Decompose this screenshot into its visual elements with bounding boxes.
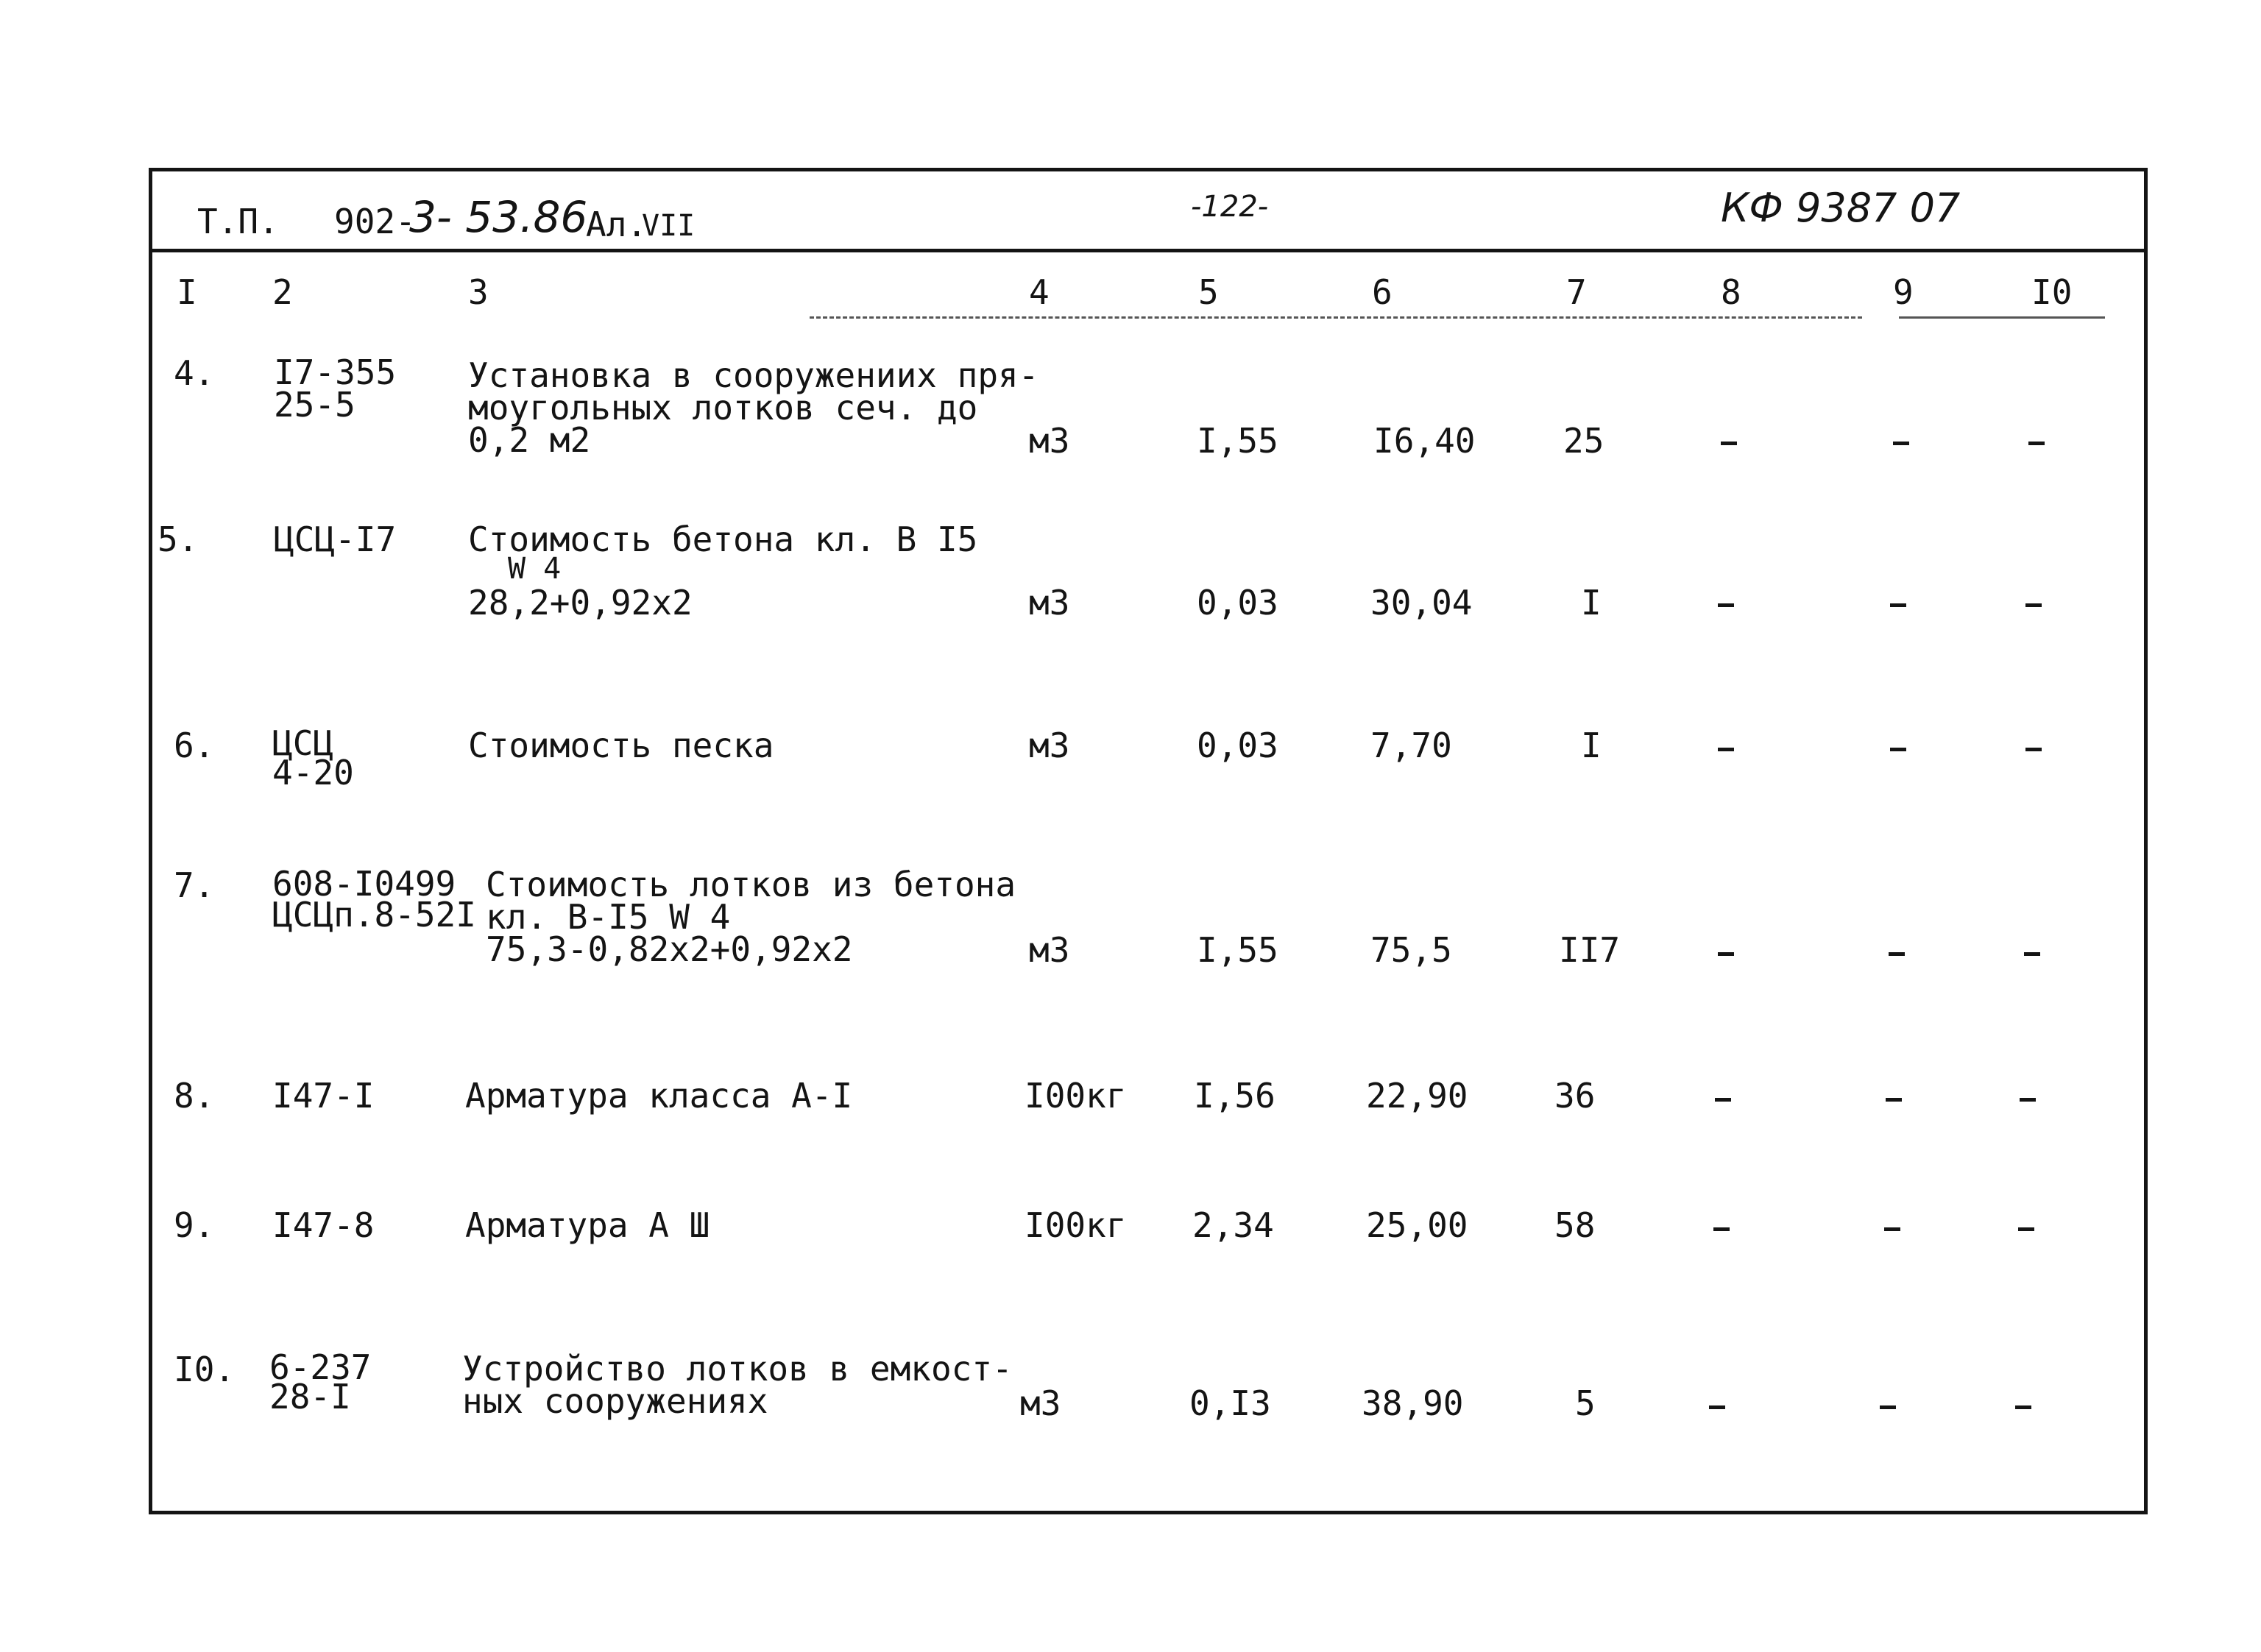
col-header-2: 2 bbox=[272, 272, 293, 312]
col-header-1: I bbox=[177, 272, 197, 312]
row-6-total: I bbox=[1581, 726, 1602, 765]
row-8-quantity: I,56 bbox=[1194, 1076, 1275, 1116]
row-6-description: Стоимость песка bbox=[468, 726, 774, 765]
row-7-code: 608-I0499 ЦСЦп.8-52I bbox=[272, 864, 476, 935]
row-9-code: I47-8 bbox=[272, 1205, 375, 1245]
row-5-price: 30,04 bbox=[1370, 583, 1473, 623]
row-5-quantity: 0,03 bbox=[1197, 583, 1278, 623]
col-header-8: 8 bbox=[1721, 272, 1741, 312]
row-6-code: ЦСЦ 4-20 bbox=[272, 723, 354, 793]
row-4-total: 25 bbox=[1563, 421, 1604, 461]
row-6-col9-dash bbox=[1890, 748, 1906, 751]
row-5-code: ЦСЦ-I7 bbox=[274, 520, 397, 559]
col-header-9: 9 bbox=[1893, 272, 1914, 312]
col-header-3: 3 bbox=[468, 272, 489, 312]
row-8-col8-dash bbox=[1715, 1098, 1731, 1102]
row-10-description: Устройство лотков в емкост- ных сооружениях bbox=[462, 1349, 1013, 1421]
project-code-handwritten: 3- 53.86 bbox=[409, 192, 588, 242]
row-4-number: 4. bbox=[174, 353, 215, 393]
row-10-code: 6-237 28-I bbox=[269, 1347, 372, 1417]
column-header-rule bbox=[810, 316, 1862, 319]
row-8-price: 22,90 bbox=[1366, 1076, 1468, 1116]
row-6-col8-dash bbox=[1718, 748, 1734, 751]
row-7-col9-dash bbox=[1889, 952, 1905, 956]
column-header-rule-right bbox=[1899, 316, 2105, 319]
row-10-number: I0. bbox=[174, 1350, 236, 1389]
row-9-unit: I00кг bbox=[1025, 1205, 1127, 1245]
col-header-4: 4 bbox=[1029, 272, 1050, 312]
row-8-code: I47-I bbox=[272, 1076, 375, 1116]
album-label: Ал. bbox=[586, 205, 648, 244]
row-7-quantity: I,55 bbox=[1197, 930, 1278, 970]
row-4-quantity: I,55 bbox=[1197, 421, 1278, 461]
row-5-col10-dash bbox=[2025, 603, 2042, 607]
row-6-price: 7,70 bbox=[1370, 726, 1452, 765]
col-header-7: 7 bbox=[1566, 272, 1587, 312]
row-7-price: 75,5 bbox=[1370, 930, 1452, 970]
row-8-col10-dash bbox=[2020, 1098, 2036, 1102]
row-6-number: 6. bbox=[174, 726, 215, 765]
row-5-unit: м3 bbox=[1029, 583, 1070, 623]
row-4-price: I6,40 bbox=[1373, 421, 1476, 461]
page-number: -122- bbox=[1191, 190, 1269, 224]
row-7-col10-dash bbox=[2024, 952, 2040, 956]
row-10-quantity: 0,I3 bbox=[1189, 1383, 1271, 1423]
row-6-col10-dash bbox=[2025, 748, 2042, 751]
row-9-description: Арматура А Ш bbox=[465, 1205, 710, 1245]
row-6-quantity: 0,03 bbox=[1197, 726, 1278, 765]
row-8-number: 8. bbox=[174, 1076, 215, 1116]
row-9-col10-dash bbox=[2018, 1227, 2034, 1231]
row-7-total: II7 bbox=[1559, 930, 1621, 970]
row-7-unit: м3 bbox=[1029, 930, 1070, 970]
project-code-prefix: 902- bbox=[334, 202, 416, 241]
row-9-number: 9. bbox=[174, 1205, 215, 1245]
row-7-description: Стоимость лотков из бетона кл. В-I5 W 4 75,3-0,82х2+0,92х2 bbox=[486, 865, 1016, 969]
row-4-col8-dash bbox=[1721, 442, 1737, 445]
row-4-description: Установка в сооружениих пря- моугольных лотков сеч. до 0,2 м2 bbox=[468, 355, 1039, 460]
album-number: VII bbox=[642, 209, 696, 243]
col-header-10: I0 bbox=[2031, 272, 2073, 312]
document-reference: КФ 9387 07 bbox=[1721, 185, 1961, 231]
row-5-description-line2: W 4 bbox=[508, 552, 562, 586]
row-7-col8-dash bbox=[1718, 952, 1734, 956]
col-header-6: 6 bbox=[1372, 272, 1393, 312]
table-frame bbox=[149, 168, 2148, 1514]
row-4-col10-dash bbox=[2028, 442, 2045, 445]
row-9-total: 58 bbox=[1554, 1205, 1596, 1245]
row-8-col9-dash bbox=[1886, 1098, 1902, 1102]
row-5-description-line3: 28,2+0,92х2 bbox=[468, 583, 693, 623]
row-5-col9-dash bbox=[1890, 603, 1906, 607]
row-7-number: 7. bbox=[174, 865, 215, 905]
row-4-unit: м3 bbox=[1029, 421, 1070, 461]
row-10-total: 5 bbox=[1575, 1383, 1596, 1423]
row-6-unit: м3 bbox=[1029, 726, 1070, 765]
row-9-col8-dash bbox=[1713, 1227, 1730, 1231]
row-10-price: 38,90 bbox=[1362, 1383, 1464, 1423]
row-5-number: 5. bbox=[158, 520, 199, 559]
row-8-unit: I00кг bbox=[1025, 1076, 1127, 1116]
row-10-col8-dash bbox=[1709, 1405, 1725, 1409]
row-9-price: 25,00 bbox=[1366, 1205, 1468, 1245]
row-4-code: I7-355 25-5 bbox=[274, 352, 397, 425]
header-divider bbox=[149, 249, 2148, 252]
series-label: Т.П. bbox=[197, 202, 279, 241]
row-5-col8-dash bbox=[1718, 603, 1734, 607]
row-5-description-line1: Стоимость бетона кл. В I5 bbox=[468, 520, 978, 559]
row-10-col10-dash bbox=[2015, 1405, 2031, 1409]
row-10-unit: м3 bbox=[1020, 1383, 1061, 1423]
row-5-total: I bbox=[1581, 583, 1602, 623]
col-header-5: 5 bbox=[1198, 272, 1219, 312]
row-10-col9-dash bbox=[1880, 1405, 1896, 1409]
row-4-col9-dash bbox=[1893, 442, 1909, 445]
row-9-quantity: 2,34 bbox=[1192, 1205, 1274, 1245]
row-9-col9-dash bbox=[1884, 1227, 1900, 1231]
row-8-total: 36 bbox=[1554, 1076, 1596, 1116]
row-8-description: Арматура класса А-I bbox=[465, 1076, 853, 1116]
